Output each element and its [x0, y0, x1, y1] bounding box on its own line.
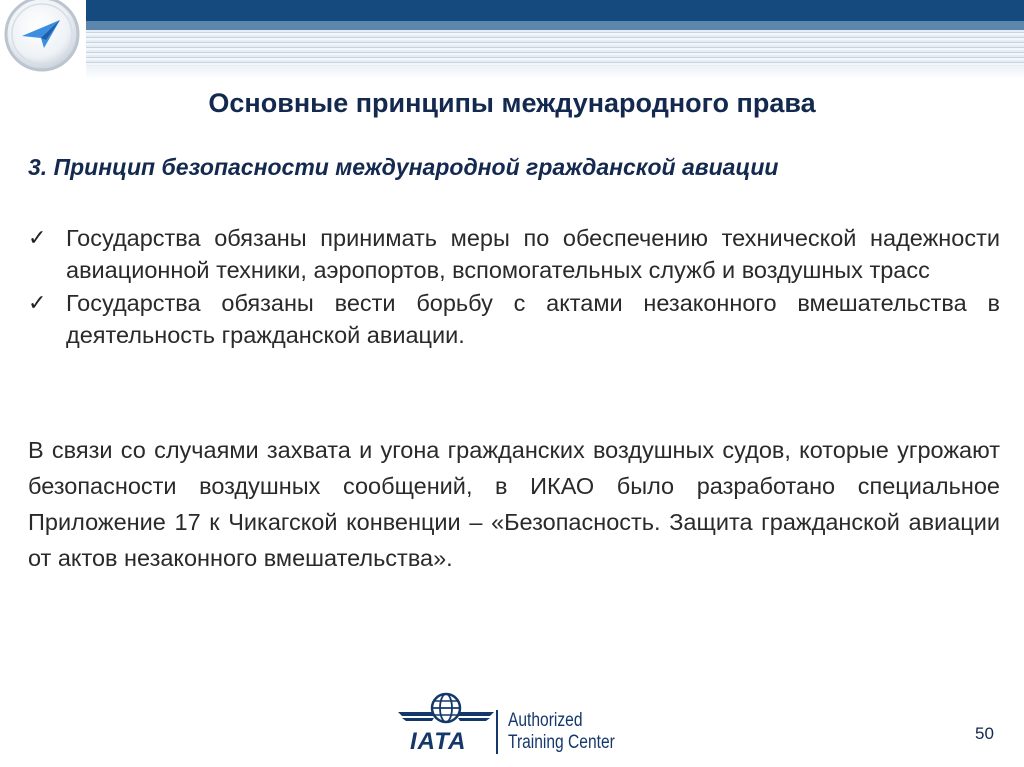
- bullet-item: [28, 287, 1000, 351]
- page-number: 50: [975, 724, 994, 743]
- bullet-list: [28, 222, 1000, 352]
- check-icon: ✓: [28, 290, 47, 315]
- header-line-pattern: [86, 30, 1024, 66]
- corner-logo: [0, 0, 86, 80]
- check-icon: ✓: [28, 225, 47, 250]
- header-band: [0, 0, 1024, 80]
- plane-logo-icon: [0, 0, 86, 80]
- header-fade: [86, 66, 1024, 80]
- bullet-text: Государства обязаны вести борьбу с актами незаконного вмешательства в деятельность гражданской авиации.: [66, 290, 1000, 348]
- atc-line-1: Authorized: [508, 710, 583, 731]
- logo-divider: [496, 710, 498, 754]
- atc-line-2: Training Center: [508, 732, 615, 753]
- slide-title: Основные принципы международного права: [208, 88, 816, 118]
- iata-globe-icon: [396, 688, 496, 732]
- iata-logo: [396, 688, 626, 758]
- header-dark-stripe: [86, 0, 1024, 21]
- bullet-text: Государства обязаны принимать меры по обеспечению технической надежности авиационной техники, аэропортов, вспомогательных служб и воздушных трасс: [66, 225, 1000, 283]
- header-mid-stripe: [86, 21, 1024, 30]
- slide-subtitle: 3. Принцип безопасности международной гражданской авиации: [28, 154, 779, 180]
- bullet-item: [28, 222, 1000, 286]
- body-paragraph: В связи со случаями захвата и угона гражданских воздушных судов, которые угрожают безопасности воздушных сообщений, в ИКАО было разработано специальное Приложение 17 к Чикагской конвенции – «Безопасность. Защита гражданской авиации от актов незаконного вмешательства».: [28, 437, 1000, 571]
- iata-wordmark: IATA: [410, 728, 467, 755]
